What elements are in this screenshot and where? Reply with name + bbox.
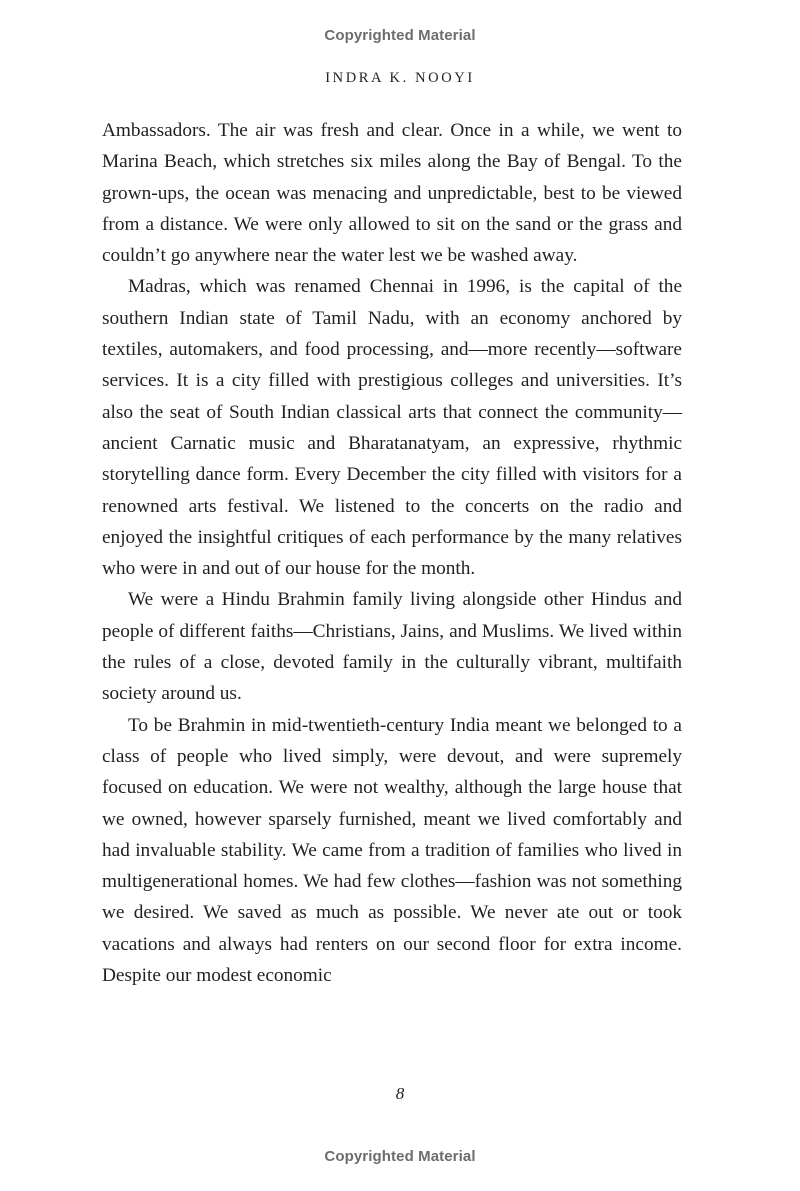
copyright-watermark-top: Copyrighted Material xyxy=(324,27,476,44)
running-head-author: INDRA K. NOOYI xyxy=(325,70,475,86)
copyright-watermark-bottom: Copyrighted Material xyxy=(324,1148,476,1165)
paragraph: To be Brahmin in mid-twentieth-century India meant we belonged to a class of people who lived simply, were devout, and were supremely focused on education. We were not wealthy, although the large house that we owned, however sparsely furnished, meant we lived comfortably and had invaluable stability. We came from a tradition of families who lived in multigenerational homes. We had few clothes—fashion was not something we desired. We saved as much as possible. We never ate out or took vacations and always had renters on our second floor for extra income. Despite our modest economic xyxy=(102,714,682,987)
paragraph: We were a Hindu Brahmin family living alongside other Hindus and people of different faiths—Christians, Jains, and Muslims. We lived within the rules of a close, devoted family in the culturally vibrant, multifaith society around us. xyxy=(102,589,682,705)
paragraph: Madras, which was renamed Chennai in 1996, is the capital of the southern Indian state of Tamil Nadu, with an economy anchored by textiles, automakers, and food processing, and—more recently—software services. It is a city filled with prestigious colleges and universities. It’s also the seat of South Indian classical arts that connect the community—ancient Carnatic music and Bharatanatyam, an expressive, rhythmic storytelling dance form. Every December the city filled with visitors for a renowned arts festival. We listened to the concerts on the radio and enjoyed the insightful critiques of each performance by the many relatives who were in and out of our house for the month. xyxy=(102,276,682,580)
body-text xyxy=(102,115,682,991)
page-number: 8 xyxy=(395,1084,405,1103)
paragraph: Ambassadors. The air was fresh and clear. Once in a while, we went to Marina Beach, which stretches six miles along the Bay of Bengal. To the grown-ups, the ocean was menacing and unpredictable, best to be viewed from a distance. We were only allowed to sit on the sand or the grass and couldn’t go anywhere near the water lest we be washed away. xyxy=(102,120,682,267)
